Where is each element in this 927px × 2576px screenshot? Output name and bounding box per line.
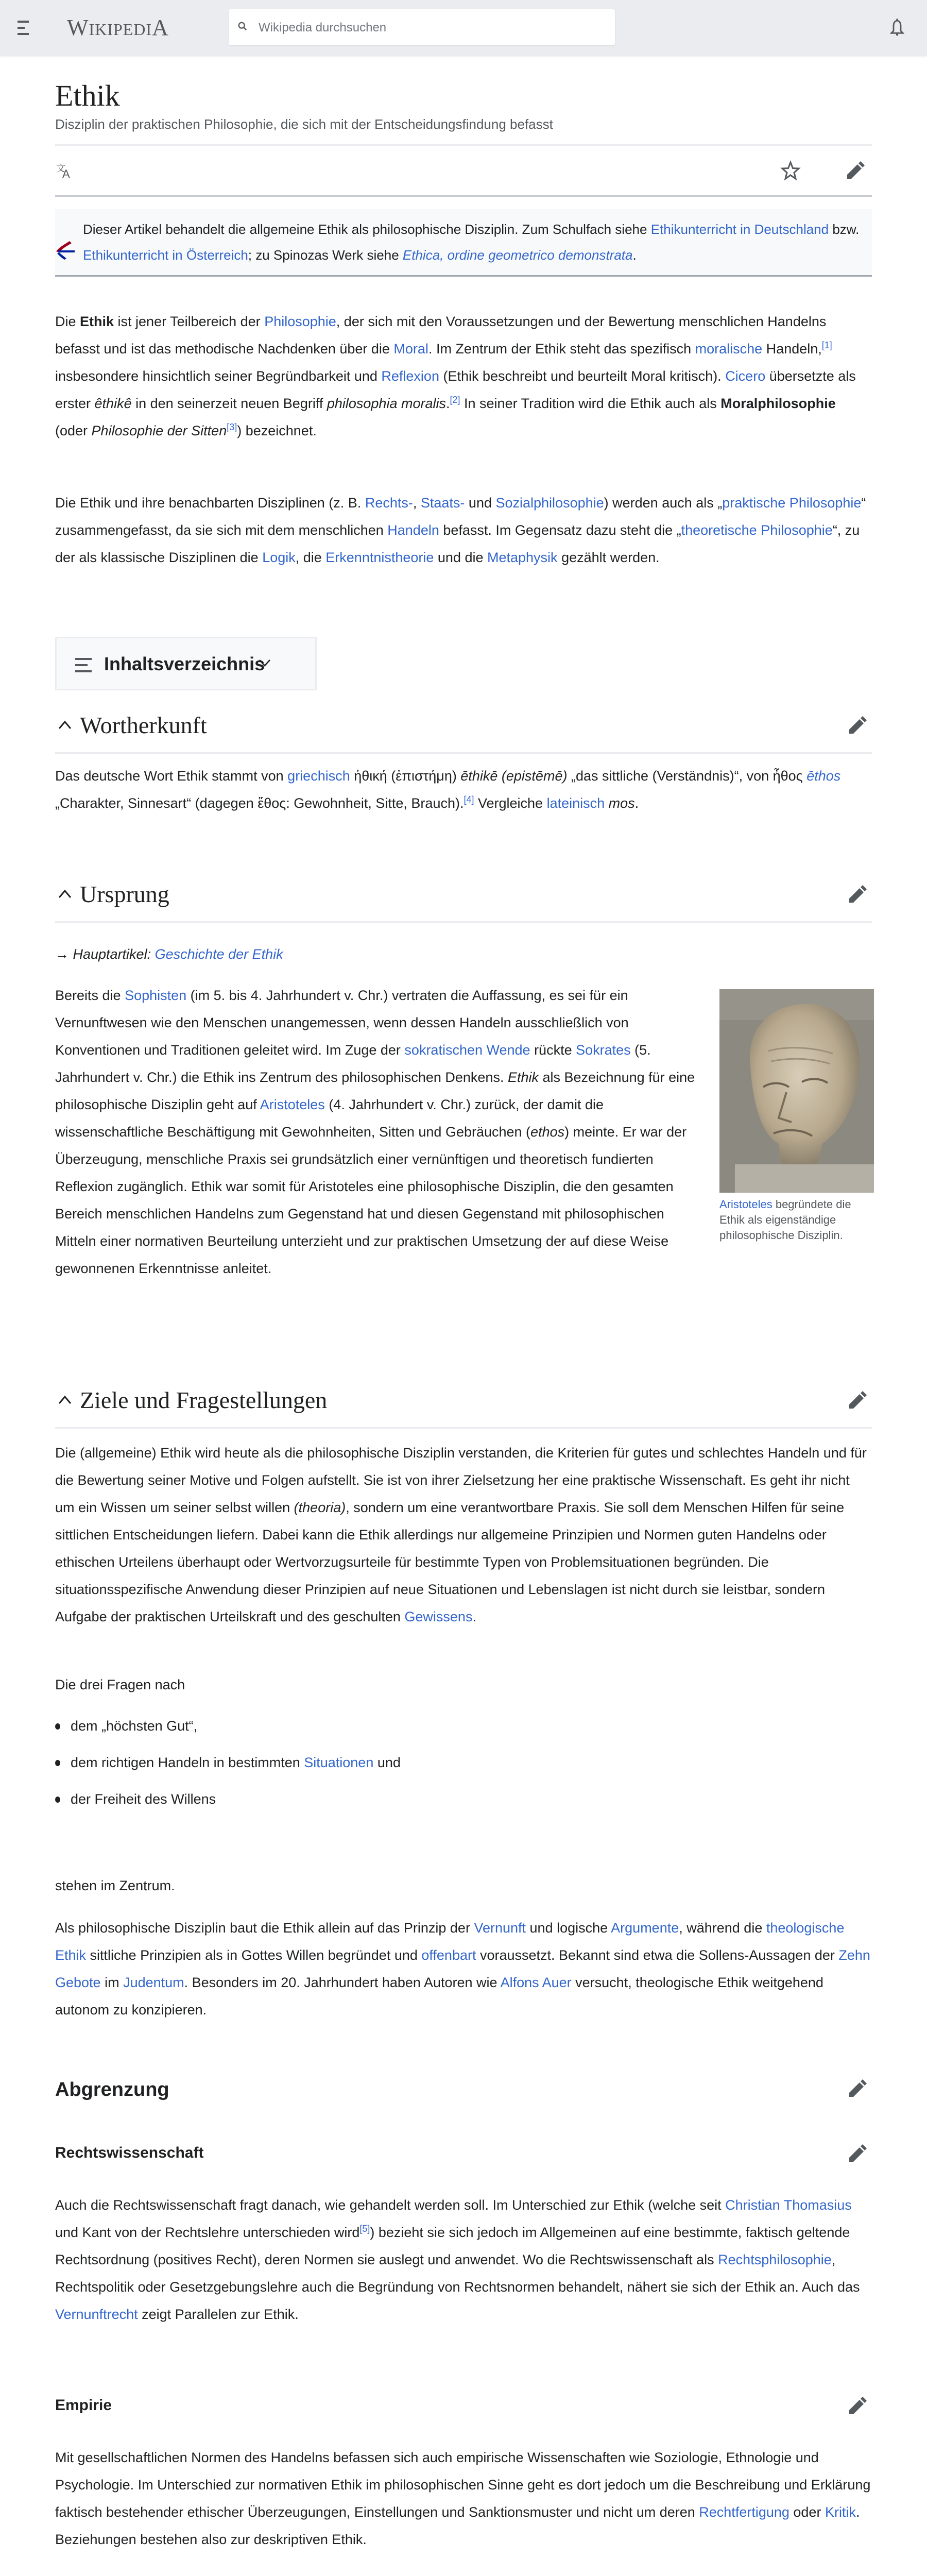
section-heading-ziele[interactable]	[55, 1381, 872, 1429]
link-logik[interactable]: Logik	[262, 550, 296, 565]
link-rechtsphilosophie[interactable]: Rechtsphilosophie	[718, 2252, 832, 2267]
link-argumente[interactable]: Argumente	[611, 1920, 679, 1936]
text: (oder	[55, 423, 92, 438]
figure-caption	[719, 1197, 874, 1243]
text: .	[445, 396, 450, 411]
section-title: Ziele und Fragestellungen	[80, 1387, 328, 1413]
link-reflexion[interactable]: Reflexion	[381, 368, 439, 384]
text: „Charakter, Sinnesart“ (dagegen ἔθος: Gewohnheit, Sitte, Brauch).	[55, 795, 464, 811]
hatnote-text: Dieser Artikel behandelt die allgemeine Ethik als philosophische Disziplin. Zum Schulfach siehe	[83, 222, 651, 237]
text: . Im Zentrum der Ethik steht das spezifisch	[428, 341, 695, 357]
svg-text:文: 文	[56, 163, 65, 174]
section-heading-abgrenzung[interactable]	[55, 2074, 872, 2105]
subsection-heading-empirie[interactable]	[55, 2393, 872, 2418]
logo-letter: A	[152, 15, 169, 40]
italic-term: ēthikē (epistēmē)	[460, 768, 568, 784]
text: Die drei Fragen nach	[55, 1677, 185, 1692]
logo-letters: IKIPEDI	[89, 20, 152, 39]
link-moralische[interactable]: moralische	[695, 341, 763, 357]
link-theoretische-philosophie[interactable]: theoretische Philosophie	[681, 522, 833, 538]
disambiguation-icon	[54, 239, 78, 260]
edit-icon[interactable]	[847, 715, 868, 736]
chevron-up-icon[interactable]	[58, 888, 72, 899]
link-geschichte-der-ethik[interactable]: Geschichte der Ethik	[154, 946, 283, 962]
aristoteles-bust-image[interactable]	[719, 989, 874, 1193]
section-heading-wortherkunft[interactable]	[55, 706, 872, 754]
text: übersetzte als erster	[55, 368, 856, 411]
hatnote-text: bzw.	[829, 222, 860, 237]
text: als Bezeichnung für eine philosophische Disziplin geht auf	[55, 1070, 695, 1112]
link-offenbart[interactable]: offenbart	[421, 1947, 476, 1963]
italic-term: êthikê	[94, 396, 132, 411]
text: und die	[434, 550, 487, 565]
text: ) bezeichnet.	[237, 423, 317, 438]
section-heading-ursprung[interactable]	[55, 875, 872, 923]
link-ethos[interactable]: ēthos	[806, 768, 841, 784]
italic-term: mos	[608, 795, 635, 811]
italic-term: Ethik	[507, 1070, 539, 1085]
subsection-heading-rechtswissenschaft[interactable]	[55, 2140, 872, 2166]
italic-term: Philosophie der Sitten	[91, 423, 227, 438]
page-actions-bar	[55, 144, 872, 197]
link-moral[interactable]: Moral	[393, 341, 428, 357]
list-item	[55, 1713, 872, 1740]
main-article-hatnote	[55, 944, 872, 964]
text: der Freiheit des Willens	[71, 1791, 216, 1807]
text: Auch die Rechtswissenschaft fragt danach, wie gehandelt werden soll. Im Unterschied zur Ethik (welche seit	[55, 2197, 726, 2213]
text: ) meinte. Er war der Überzeugung, menschliche Praxis sei grundsätzlich einer vernünftigen und theoretisch fundierten Reflexion zugänglich. Ethik war somit für Aristoteles eine philosophische Disziplin, die den gesamten Bereich menschlichen Handelns zum Gegenstand hat und diesen Gegenstand mit philosophischen Mitteln einer normativen Beurteilung unterzieht und zur praktischen Umsetzung der auf diese Weise gewonnenen Erkenntnisse anleitet.	[55, 1124, 687, 1276]
link-sokrates[interactable]: Sokrates	[576, 1042, 631, 1058]
italic-term: philosophia moralis	[327, 396, 446, 411]
text: ) bezieht sie sich jedoch im Allgemeinen auf eine bestimmte, faktisch geltende Rechtsordnung (positives Recht), deren Normen sie auslegt und anwendet. Wo die Rechtswissenschaft als	[55, 2225, 850, 2267]
link-alfons-auer[interactable]: Alfons Auer	[500, 1975, 572, 1990]
link-aristoteles-caption[interactable]: Aristoteles	[719, 1198, 772, 1211]
edit-icon[interactable]	[847, 2143, 868, 2164]
text: sittliche Prinzipien als in Gottes Willen begründet und	[86, 1947, 422, 1963]
text: Handeln,	[762, 341, 822, 357]
link-situationen[interactable]: Situationen	[304, 1755, 374, 1770]
text: Als philosophische Disziplin baut die Ethik allein auf das Prinzip der	[55, 1920, 474, 1936]
chevron-up-icon[interactable]	[58, 719, 72, 730]
text: (im 5. bis 4. Jahrhundert v. Chr.) vertraten die Auffassung, es sei für ein Vernunftwesen wie den Menschen unangemessen, wenn dessen Handeln ausschließlich von Konventionen und Traditionen geleitet wird. Im Zuge der	[55, 988, 629, 1058]
star-icon[interactable]	[780, 160, 801, 181]
hatnote	[55, 209, 872, 277]
text: stehen im Zentrum.	[55, 1878, 175, 1893]
link-lateinisch[interactable]: lateinisch	[546, 795, 605, 811]
link-ethikunterricht-deutschland[interactable]: Ethikunterricht in Deutschland	[650, 222, 829, 237]
page-subtitle: Disziplin der praktischen Philosophie, die sich mit der Entscheidungsfindung befasst	[55, 116, 553, 132]
fragen-list	[55, 1713, 872, 1822]
svg-text:A: A	[62, 167, 70, 180]
edit-icon[interactable]	[847, 1390, 868, 1411]
text: „das sittliche (Verständnis)“, von ἦθος	[567, 768, 807, 784]
link-vernunft[interactable]: Vernunft	[474, 1920, 526, 1936]
text: im	[100, 1975, 124, 1990]
link-christian-thomasius[interactable]: Christian Thomasius	[725, 2197, 852, 2213]
list-item	[55, 1749, 872, 1776]
subsection-title: Rechtswissenschaft	[55, 2144, 204, 2161]
link-praktische-philosophie[interactable]: praktische Philosophie	[722, 495, 862, 511]
text: , sondern um eine verantwortbare Praxis. Sie soll dem Menschen Hilfen für seine sittlichen Entscheidungen liefern. Dabei kann die Ethik allerdings nur allgemeine Prinzipien und Normen guten Handelns oder ethischen Urteilens überhaupt oder Wertvorzugsurteile für bestimmte Typen von Problemsituationen begründen. Die situationsspezifische Anwendung dieser Prinzipien auf neue Situationen und Lebenslagen ist nicht durch sie leistbar, sondern Aufgabe der praktischen Urteilskraft und des geschulten	[55, 1500, 845, 1624]
toc-button[interactable]	[55, 637, 317, 690]
text: , der sich mit den Voraussetzungen und der Bewertung menschlichen Handelns befasst und ist das methodische Nachdenken über die	[55, 314, 827, 357]
section-title: Abgrenzung	[55, 2079, 169, 2100]
link-ethica[interactable]: Ethica, ordine geometrico demonstrata	[402, 247, 633, 263]
figure-aristoteles	[719, 989, 874, 1243]
wikipedia-logo[interactable]	[67, 15, 169, 42]
ziele-paragraph-4	[55, 1914, 872, 2024]
bold-term: Ethik	[80, 314, 114, 329]
link-sokratische-wende[interactable]: sokratischen Wende	[404, 1042, 530, 1058]
text: und Kant von der Rechtslehre unterschieden wird	[55, 2225, 360, 2240]
text: . Besonders im 20. Jahrhundert haben Autoren wie	[184, 1975, 501, 1990]
ziele-paragraph-3	[55, 1872, 872, 1900]
text: in den seinerzeit neuen Begriff	[131, 396, 327, 411]
hatnote-text: .	[632, 247, 637, 263]
reference-1[interactable]: [1]	[821, 340, 832, 350]
text: , die	[295, 550, 326, 565]
link-zehn-gebote[interactable]: Zehn Gebote	[55, 1947, 870, 1990]
text: und	[465, 495, 496, 511]
link-sophisten[interactable]: Sophisten	[125, 988, 187, 1003]
text: ) werden auch als „	[604, 495, 723, 511]
link-cicero[interactable]: Cicero	[725, 368, 766, 384]
search-box[interactable]	[229, 9, 615, 45]
reference-4[interactable]: [4]	[464, 794, 474, 805]
text: rückte	[530, 1042, 576, 1058]
edit-icon[interactable]	[847, 884, 868, 905]
link-judentum[interactable]: Judentum	[123, 1975, 184, 1990]
text: Die	[55, 314, 80, 329]
text: , Rechtspolitik oder Gesetzgebungslehre auch die Begründung von Rechtsnormen behandelt, nähert sie sich der Ethik an. Auch das	[55, 2252, 860, 2295]
text: Mit gesellschaftlichen Normen des Handelns befassen sich auch empirische Wissenschaften wie Soziologie, Ethnologie und Psychologie. Im Unterschied zur normativen Ethik im philosophischen Sinne geht es dort jedoch um die Beschreibung und Erklärung faktisch bestehender ethischer Überzeugungen, Einstellungen und Sanktionsmuster und nicht um deren	[55, 2450, 871, 2520]
hatnote-prefix: → Hauptartikel:	[55, 946, 155, 962]
text: befasst. Im Gegensatz dazu steht die „	[439, 522, 681, 538]
search-input[interactable]	[258, 15, 599, 40]
empirie-paragraph	[55, 2444, 872, 2553]
link-rechtfertigung[interactable]: Rechtfertigung	[699, 2504, 789, 2520]
text: und logische	[526, 1920, 611, 1936]
link-philosophie[interactable]: Philosophie	[264, 314, 336, 329]
ursprung-paragraph	[55, 982, 699, 1282]
ziele-paragraph-2	[55, 1671, 872, 1699]
link-sozialphilosophie[interactable]: Sozialphilosophie	[495, 495, 604, 511]
text: “, zu der als klassische Disziplinen die	[55, 522, 860, 565]
text: voraussetzt. Bekannt sind etwa die Sollens-Aussagen der	[476, 1947, 839, 1963]
text	[605, 795, 609, 811]
link-vernunftrecht[interactable]: Vernunftrecht	[55, 2307, 138, 2322]
link-handeln[interactable]: Handeln	[387, 522, 439, 538]
link-metaphysik[interactable]: Metaphysik	[487, 550, 558, 565]
text: (5. Jahrhundert v. Chr.) die Ethik ins Zentrum des philosophischen Denkens.	[55, 1042, 651, 1085]
text: .	[472, 1609, 476, 1624]
link-ethikunterricht-oesterreich[interactable]: Ethikunterricht in Österreich	[83, 247, 248, 263]
text: Die (allgemeine) Ethik wird heute als die philosophische Disziplin verstanden, die Kriterien für gutes und schlechtes Handeln und für die Bewertung seiner Motive und Folgen aufstellt. Sie ist von ihrer Zielsetzung her eine praktische Wissenschaft. Es geht ihr nicht um ein Wissen um seiner selbst willen	[55, 1445, 867, 1515]
link-staats[interactable]: Staats-	[420, 495, 465, 511]
text: Vergleiche	[474, 795, 547, 811]
text: ,	[413, 495, 421, 511]
text: und	[373, 1755, 401, 1770]
link-erkenntnistheorie[interactable]: Erkenntnistheorie	[325, 550, 434, 565]
text: (4. Jahrhundert v. Chr.) zurück, der damit die wissenschaftliche Beschäftigung mit Gewohnheiten, Sitten und Gebräuchen (	[55, 1097, 604, 1140]
edit-icon[interactable]	[847, 2396, 868, 2416]
list-item	[55, 1786, 872, 1813]
top-header	[0, 0, 927, 56]
text: . Beziehungen bestehen also zur deskriptiven Ethik.	[55, 2504, 860, 2547]
text: , während die	[679, 1920, 766, 1936]
text: ἠθική (ἐπιστήμη)	[350, 768, 461, 784]
hatnote-text: ; zu Spinozas Werk siehe	[248, 247, 403, 263]
italic-term: (theoria)	[294, 1500, 346, 1515]
text: dem „höchsten Gut“,	[71, 1718, 198, 1734]
reference-3[interactable]: [3]	[227, 422, 237, 432]
bold-term: Moralphilosophie	[720, 396, 836, 411]
intro-paragraph-1	[55, 308, 872, 445]
subsection-title: Empirie	[55, 2397, 112, 2414]
wortherkunft-paragraph	[55, 762, 872, 817]
link-griechisch[interactable]: griechisch	[287, 768, 350, 784]
text: (Ethik beschreibt und beurteilt Moral kritisch).	[439, 368, 726, 384]
link-rechts[interactable]: Rechts-	[365, 495, 413, 511]
text: versucht, theologische Ethik weitgehend autonom zu konzipieren.	[55, 1975, 823, 2018]
text: ist jener Teilbereich der	[114, 314, 265, 329]
intro-paragraph-2	[55, 489, 872, 571]
toc-label: Inhaltsverzeichnis	[104, 653, 265, 674]
section-title: Ursprung	[80, 881, 169, 907]
section-title: Wortherkunft	[80, 712, 207, 738]
rechtswissenschaft-paragraph	[55, 2192, 872, 2328]
text: Bereits die	[55, 988, 125, 1003]
text: Die Ethik und ihre benachbarten Disziplinen (z. B.	[55, 495, 365, 511]
reference-5[interactable]: [5]	[359, 2224, 370, 2234]
text: In seiner Tradition wird die Ethik auch als	[460, 396, 721, 411]
language-icon[interactable]	[55, 160, 76, 181]
reference-2[interactable]: [2]	[450, 395, 460, 405]
link-gewissens[interactable]: Gewissens	[404, 1609, 473, 1624]
menu-icon[interactable]	[18, 21, 29, 35]
chevron-down-icon	[259, 659, 271, 667]
text: Das deutsche Wort Ethik stammt von	[55, 768, 288, 784]
caption-text: begründete die Ethik als eigenständige philosophische Disziplin.	[719, 1198, 851, 1242]
ziele-paragraph-1	[55, 1439, 872, 1631]
text: .	[634, 795, 639, 811]
search-icon	[238, 22, 247, 31]
text: oder	[789, 2504, 825, 2520]
list-icon	[75, 658, 92, 672]
chevron-up-icon[interactable]	[58, 1394, 72, 1404]
link-kritik[interactable]: Kritik	[825, 2504, 856, 2520]
text: zeigt Parallelen zur Ethik.	[138, 2307, 299, 2322]
logo-letter: W	[67, 15, 89, 40]
link-aristoteles[interactable]: Aristoteles	[260, 1097, 325, 1112]
link-theologische-ethik[interactable]: theologische Ethik	[55, 1920, 845, 1963]
page-title: Ethik	[55, 79, 120, 112]
text: insbesondere hinsichtlich seiner Begründbarkeit und	[55, 368, 382, 384]
edit-icon[interactable]	[847, 2078, 868, 2099]
text: dem richtigen Handeln in bestimmten	[71, 1755, 304, 1770]
text: gezählt werden.	[557, 550, 660, 565]
edit-icon[interactable]	[845, 160, 866, 181]
italic-term: ethos	[530, 1124, 565, 1140]
bell-icon[interactable]	[890, 19, 904, 36]
text: “ zusammengefasst, da sie sich mit dem menschlichen	[55, 495, 866, 538]
